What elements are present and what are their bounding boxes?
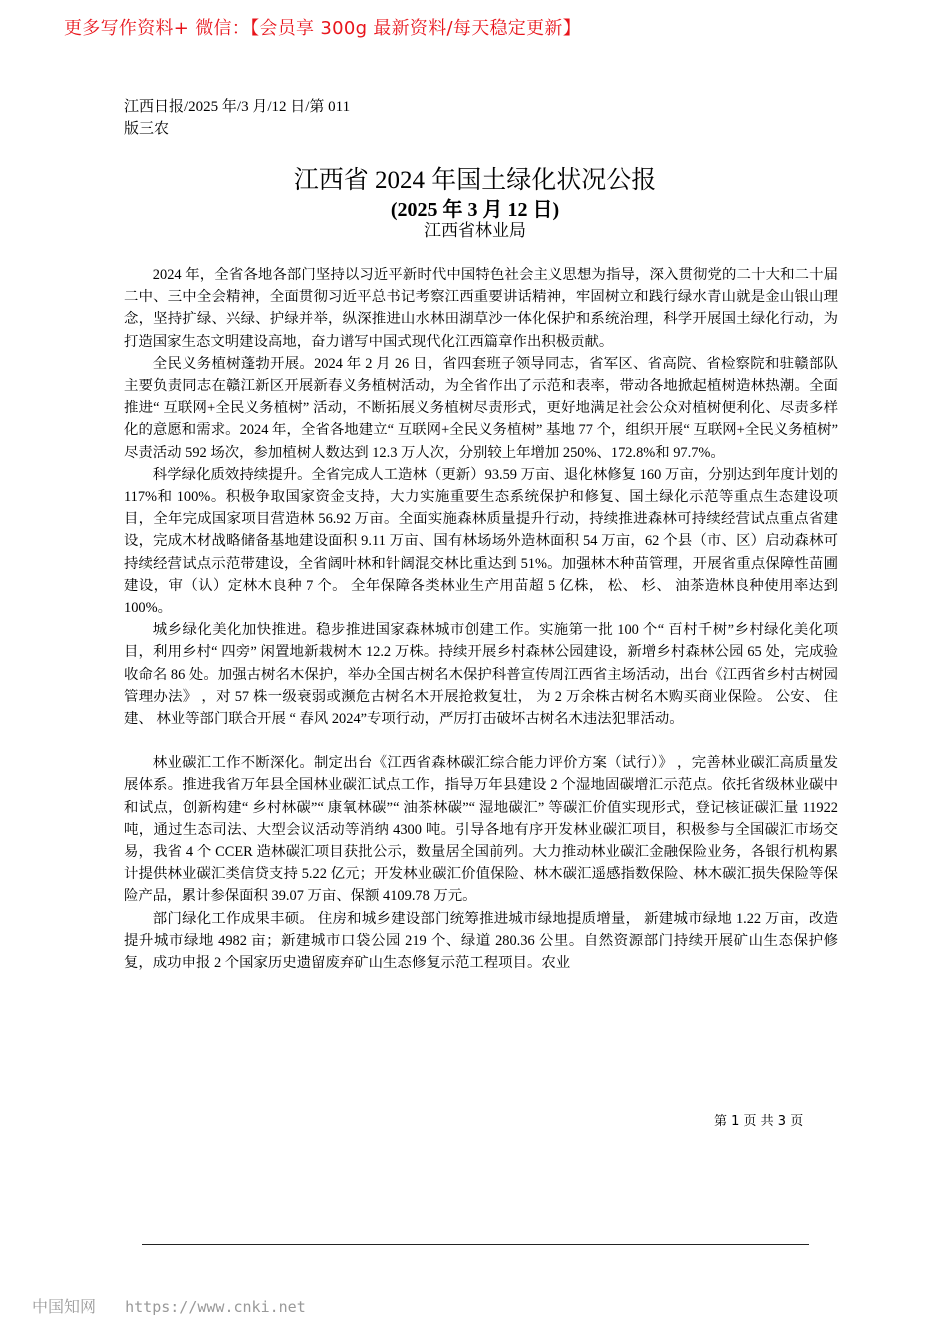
paragraph-urban-rural-greening: 城乡绿化美化加快推进。稳步推进国家森林城市创建工作。实施第一批 100 个“ 百村千树”乡村绿化美化项目，利用乡村“ 四旁” 闲置地新栽树木 12.2 万株。持续开展乡村森林公园建设，新增乡村森林公园 65 处，完成验收命名 86 处。加强古树名木保护，举办全国古树名木保护科普宣传周江西省主场活动，出台《江西省乡村古树园管理办法》 ，对 57 株一级衰弱或濒危古树名木开展抢救复壮， 为 2 万余株古树名木购买商业保险。 公安、 住建、 林业等部门联合开展 “ 春风 2024”专项行动，严厉打击破坏古树名木违法犯罪活动。	[124, 622, 838, 728]
source-citation	[124, 96, 350, 140]
paragraph-carbon-sink: 林业碳汇工作不断深化。制定出台《江西省森林碳汇综合能力评价方案（试行）》 ，完善林业碳汇高质量发展体系。推进我省万年县全国林业碳汇试点工作，指导万年县建设 2 个湿地固碳增汇示范点。依托省级林业碳中和试点，创新构建“ 乡村林碳”“ 康氧林碳”“ 油茶林碳”“ 湿地碳汇” 等碳汇价值实现形式，登记核证碳汇量 11922 吨，通过生态司法、大型会议活动等消纳 4300 吨。引导各地有序开发林业碳汇项目，积极参与全国碳汇市场交易，我省 4 个 CCER 造林碳汇项目获批公示，数量居全国前列。大力推动林业碳汇金融保险业务，各银行机构累计提供林业碳汇类信贷支持 5.22 亿元；开发林业碳汇价值保险、林木碳汇遥感指数保险、林木碳汇损失保险等保险产品，累计参保面积 39.07 万亩、保额 4109.78 万元。	[124, 755, 838, 905]
footer-watermark	[32, 1294, 306, 1317]
source-line-2: 版三农	[124, 121, 170, 137]
footer-url[interactable]: https://www.cnki.net	[125, 1298, 306, 1316]
document-issuer: 江西省林业局	[424, 221, 526, 241]
page-indicator: 第 1 页 共 3 页	[714, 1114, 804, 1129]
document-title: 江西省 2024 年国土绿化状况公报	[293, 167, 657, 194]
document-date: (2025 年 3 月 12 日)	[390, 199, 560, 221]
paragraph-intro: 2024 年，全省各地各部门坚持以习近平新时代中国特色社会主义思想为指导，深入贯彻党的二十大和二十届二中、三中全会精神，全面贯彻习近平总书记考察江西重要讲话精神，牢固树立和践行绿水青山就是金山银山理念，坚持扩绿、兴绿、护绿并举，纵深推进山水林田湖草沙一体化保护和系统治理，科学开展国土绿化行动，为打造国家生态文明建设高地，奋力谱写中国式现代化江西篇章作出积极贡献。	[124, 267, 838, 350]
paragraph-scientific-greening: 科学绿化质效持续提升。全省完成人工造林（更新）93.59 万亩、退化林修复 160 万亩，分别达到年度计划的 117%和 100%。积极争取国家资金支持，大力实施重要生态系统保护和修复、国土绿化示范等重点生态建设项目，全年完成国家项目营造林 56.92 万亩。全面实施森林质量提升行动，持续推进森林可持续经营试点重点省建设，完成木材战略储备基地建设面积 9.11 万亩、国有林场场外造林面积 54 万亩，62 个县（市、区）启动森林可持续经营试点示范带建设，全省阔叶林和针阔混交林比重达到 51%。加强林木种苗管理，开展省重点保障性苗圃建设，审（认）定林木良种 7 个。 全年保障各类林业生产用苗超 5 亿株， 松、 杉、 油茶造林良种使用率达到 100%。	[124, 466, 838, 617]
paragraph-departmental-greening: 部门绿化工作成果丰硕。 住房和城乡建设部门统筹推进城市绿地提质增量， 新建城市绿地 1.22 万亩，改造提升城市绿地 4982 亩；新建城市口袋公园 219 个、绿道 280.36 公里。自然资源部门持续开展矿山生态保护修复，成功申报 2 个国家历史遗留废弃矿山生态修复示范工程项目。农业	[124, 910, 838, 972]
source-line-1: 江西日报/2025 年/3 月/12 日/第 011	[124, 99, 351, 115]
footer-divider	[142, 1244, 809, 1245]
footer-site-name: 中国知网	[32, 1297, 97, 1316]
paragraph-tree-planting: 全民义务植树蓬勃开展。2024 年 2 月 26 日，省四套班子领导同志，省军区、省高院、省检察院和驻赣部队主要负责同志在赣江新区开展新春义务植树活动，为全省作出了示范和表率，带动各地掀起植树造林热潮。全面推进“ 互联网+全民义务植树” 活动，不断拓展义务植树尽责形式，更好地满足社会公众对植树便利化、尽责多样化的意愿和需求。2024 年，全省各地建立“ 互联网+全民义务植树” 基地 77 个，组织开展“ 互联网+全民义务植树” 尽责活动 592 场次，参加植树人数达到 12.3 万人次，分别较上年增加 250%、172.8%和 97.7%。	[124, 355, 838, 461]
document-body	[124, 264, 838, 974]
promo-banner: 更多写作资料+ 微信：【会员享 300g 最新资料/每天稳定更新】	[64, 18, 581, 39]
